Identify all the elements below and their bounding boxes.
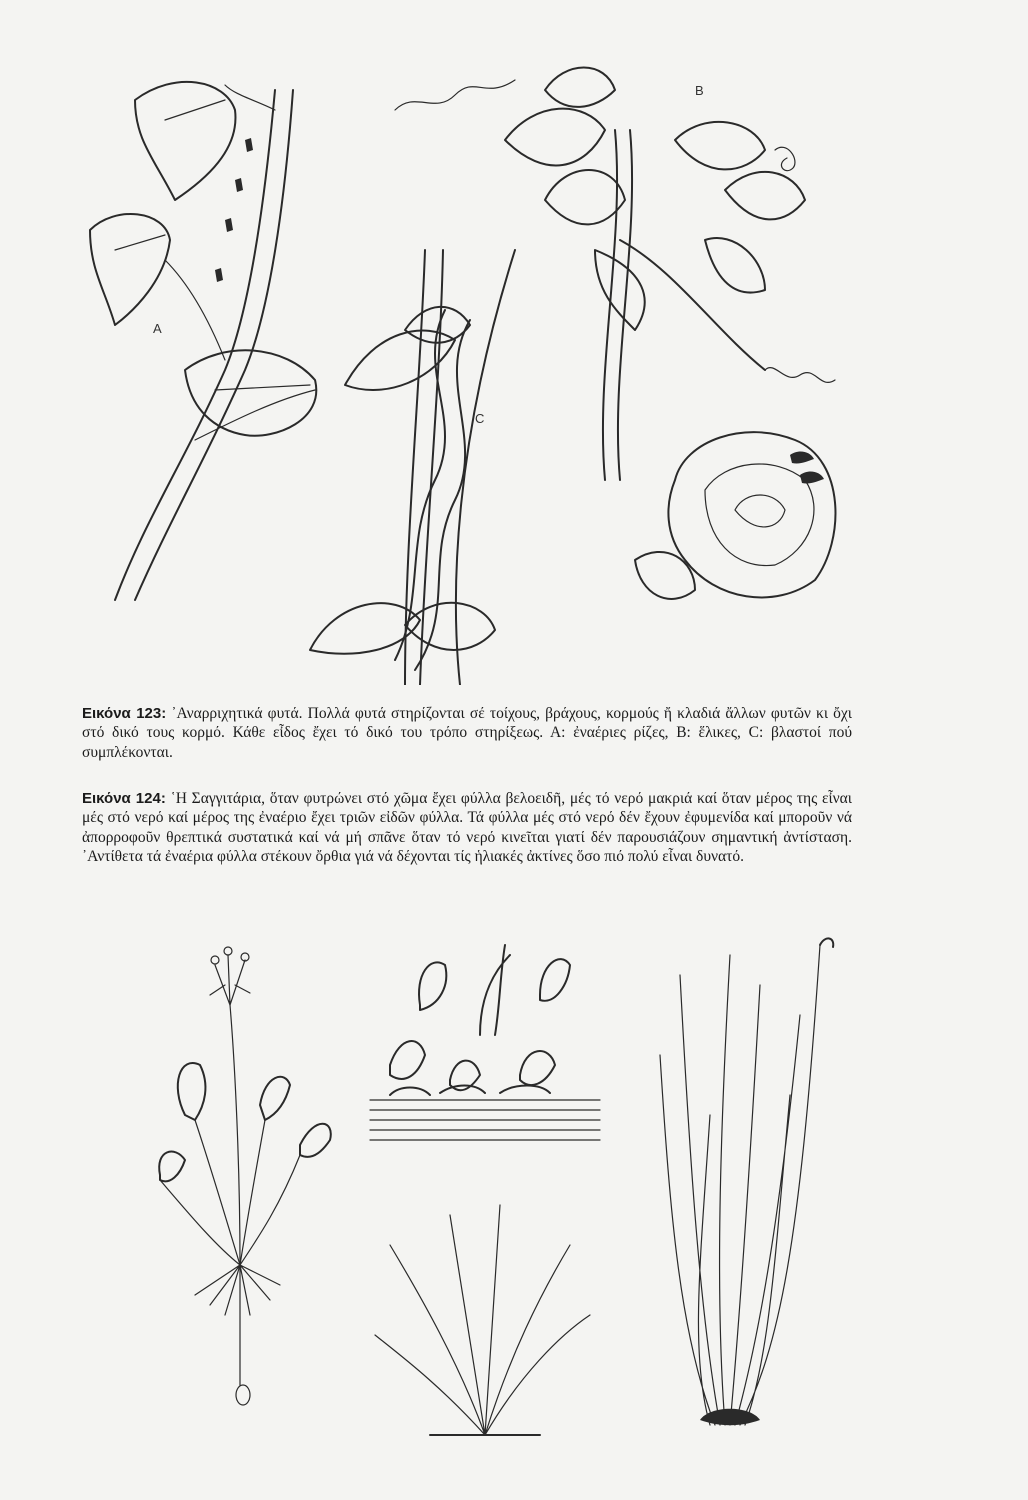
figure-124-caption xyxy=(82,789,852,867)
figure-123-illustration xyxy=(75,40,875,685)
label-b: B xyxy=(695,83,704,98)
figure-123-caption-label: Εικόνα 123: xyxy=(82,704,167,722)
figure-123-caption-text: ᾿Αναρριχητικά φυτά. Πολλά φυτά στηρίζονται σέ τοίχους, βράχους, κορμούς ἤ κλαδιά ἄλλων φυτῶν κι ὄχι στό δικό τους κορμό. Κάθε εἶδος ἔχει τό δικό του τρόπο στηρίξεως. Α: ἐναέριες ρίζες, Β: ἕλικες, C: βλαστοί πού συμπλέκονται. xyxy=(82,704,852,761)
figure-124-caption-text: ῾Η Σαγγιτάρια, ὅταν φυτρώνει στό χῶμα ἔχει φύλλα βελοειδῆ, μές τό νερό μακριά καί ὅταν μέρος της εἶναι μές στό νερό καί μέρος της ἐναέριο ἔχει τριῶν εἰδῶν φύλλα. Τά φύλλα μές στό νερό δέν ἔχουν ἐφυμενίδα καί μποροῦν νά ἀπορροφοῦν θρεπτικά συστατικά καί νά μή σπᾶνε ὅταν τό νερό κινεῖται γιατί δέν παρουσιάζουν σημαντική ἀντίσταση. ᾿Αντίθετα τά ἐναέρια φύλλα στέκουν ὄρθια γιά νά δέχονται τίς ἡλιακές ἀκτίνες ὅσο πιό πολύ εἶναι δυνατό. xyxy=(82,789,852,865)
figure-123-caption xyxy=(82,704,852,763)
label-a: A xyxy=(153,321,162,336)
label-c: C xyxy=(475,411,485,426)
figure-124-caption-label: Εικόνα 124: xyxy=(82,789,166,807)
plant-c-twining-stems xyxy=(310,250,515,685)
plant-a-aerial-roots xyxy=(90,82,316,600)
figure-124-illustration xyxy=(100,915,880,1455)
sagittaria-shallow-water-form xyxy=(370,945,600,1445)
sagittaria-land-form xyxy=(159,947,331,1405)
sagittaria-submerged-form xyxy=(660,938,833,1425)
